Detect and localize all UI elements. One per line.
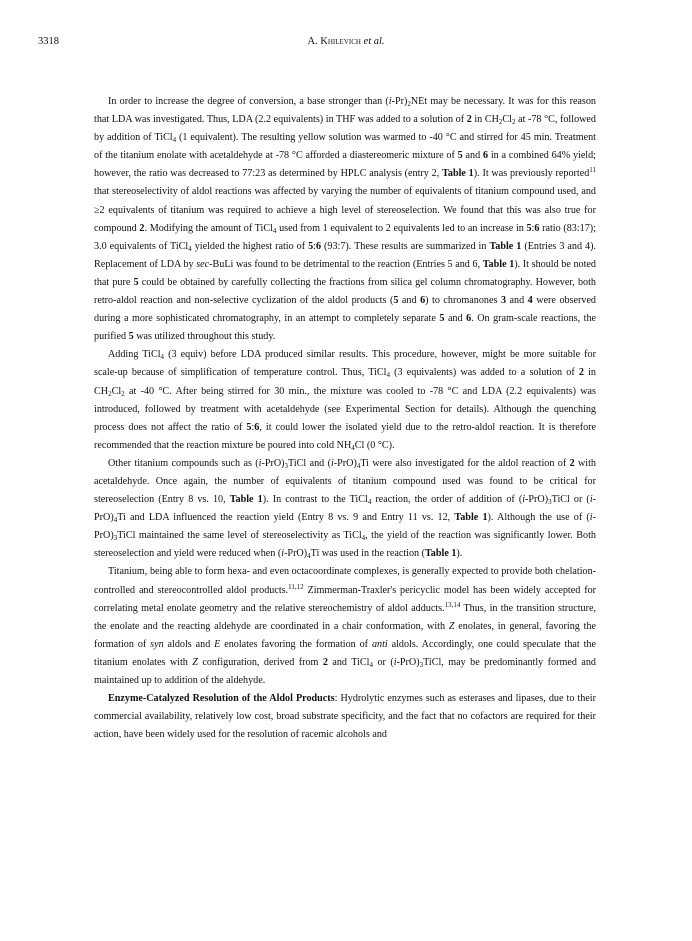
bold-text: 2 — [578, 367, 584, 379]
paragraph-titanium-coordination — [94, 563, 596, 690]
paragraph-ticl4-before-lda — [94, 346, 596, 455]
text-run: (1 equivalent). The resulting yellow solution was warmed to -40 °C and stirred for 45 min. Treatment of the titanium enolate with acetaldehyde at -78 °C afforded a diastereomeric mixture of — [94, 132, 596, 162]
text-run: at -78 °C, followed by addition of TiCl — [94, 114, 596, 144]
text-run: : Hydrolytic enzymes such as esterases and lipases, due to their commercial availability, relatively low cost, broad substrate specificity, and the fact that no cofactors are required for their action, have been widely used for the resolution of racemic alcohols and — [94, 693, 596, 741]
text-run: or ( — [372, 656, 394, 668]
bold-text: Table 1 — [489, 240, 522, 252]
subscript: 4 — [272, 226, 277, 235]
italic-text: i — [330, 457, 334, 469]
italic-text: anti — [371, 638, 388, 650]
subscript: 4 — [307, 552, 311, 561]
paragraph-other-titanium-compounds — [94, 455, 596, 564]
bold-text: 6 — [466, 313, 472, 325]
text-run: Zimmerman-Traxler's pericyclic model has been widely accepted for correlating metal enolate geometry and the relative stereochemistry of aldol adducts. — [94, 584, 596, 614]
text-run: with acetaldehyde. Once again, the number of equivalents of titanium compound used was found to be critical for stereoselection (Entry 8 vs. 10, — [94, 457, 596, 506]
text-run: ). In contrast to the TiCl — [262, 494, 368, 506]
text-run: Adding TiCl — [108, 349, 161, 361]
text-run: enolates favoring the formation of — [220, 638, 372, 650]
text-run: ratio (83:17); 3.0 equivalents of TiCl — [94, 222, 596, 252]
italic-text: i — [388, 96, 392, 107]
italic-text: Z — [448, 620, 455, 632]
text-run: and — [506, 295, 528, 307]
subscript: 2 — [511, 118, 516, 127]
subscript: 2 — [407, 100, 411, 108]
subscript: 4 — [361, 534, 366, 543]
text-run: ). Although the use of ( — [487, 512, 590, 524]
text-run: and — [462, 150, 483, 162]
italic-text: i — [258, 457, 262, 469]
author-initial: A. — [307, 36, 321, 47]
text-run: NEt may be necessary. It was for this reason that LDA was investigated. Thus, LDA (2.2 equivalents) in THF was added to a solution of — [94, 96, 596, 126]
text-run: at -40 °C. After being stirred for 30 min., the mixture was cooled to -78 °C and LDA (2.2 equivalents) was introduced, followed by treatment with acetaldehyde (see Experimental Section for details). Although the quenching process does not affect the ratio of — [94, 385, 596, 433]
subscript: 4 — [367, 498, 372, 507]
text-run: -PrO) — [94, 512, 596, 542]
text-run: in CH — [94, 367, 596, 397]
page-number: 3318 — [38, 36, 59, 47]
text-run: ). — [456, 548, 463, 560]
text-run: (Entries 3 and 4). Replacement of LDA by — [94, 240, 597, 270]
bold-text: Table 1 — [424, 548, 457, 560]
text-run: Other titanium compounds such as ( — [108, 457, 259, 469]
text-run: TiCl or ( — [551, 494, 590, 506]
subscript: 4 — [386, 371, 390, 380]
text-run: . On gram-scale reactions, the purified — [94, 313, 596, 343]
author-surname: Khilevich — [320, 36, 361, 47]
text-run: and TiCl — [327, 656, 370, 668]
italic-text: i — [393, 656, 397, 668]
text-run: and — [444, 313, 467, 325]
bold-text: 5 — [246, 421, 252, 433]
subscript: 3 — [113, 534, 118, 543]
text-run: Ti was used in the reaction ( — [310, 548, 425, 560]
text-run: -PrO) — [396, 656, 420, 668]
bold-text: 6 — [315, 240, 322, 252]
text-run: (3 equiv) before LDA produced similar results. This procedure, however, might be more suitable for scale-up because of simplification of temperature control. Thus, TiCl — [94, 349, 596, 379]
text-run: -PrO) — [94, 494, 597, 524]
bold-text: 2 — [466, 114, 472, 126]
italic-text: i — [522, 494, 526, 506]
text-run: -PrO) — [261, 457, 285, 469]
text-run: Thus, in the transition structure, the enolate and the reacting aldehyde are coordinated in a chair conformation, with — [94, 602, 596, 632]
italic-text: Z — [192, 656, 198, 668]
subscript: 3 — [284, 461, 289, 470]
subscript: 4 — [369, 660, 373, 669]
bold-text: 6 — [420, 295, 426, 307]
text-run: , the yield of the reaction was significantly lower. Both stereoselection and yield were reduced when ( — [94, 530, 596, 560]
subscript: 2 — [108, 389, 112, 398]
text-run: Cl — [111, 385, 122, 397]
text-run: in a combined 64% yield; however, the ratio was decreased to 77:23 as determined by HPLC analysis (entry 2, — [94, 150, 597, 180]
text-run: was utilized throughout this study. — [133, 331, 276, 343]
text-run: , it could lower the isolated yield due to the retro-aldol reaction. It is therefore recommended that the reaction mixture be poured into cold NH — [94, 421, 597, 451]
bold-text: 4 — [527, 295, 533, 307]
text-run: were observed during a more sophisticated chromatography, in an attempt to completely separate — [94, 295, 596, 325]
subscript: 4 — [356, 461, 361, 470]
text-run: aldols and — [163, 638, 215, 650]
text-run: Cl — [502, 114, 512, 126]
text-run: ). It should be noted that pure — [94, 258, 596, 288]
text-run: enolates, in general, favoring the formation of — [94, 620, 597, 650]
text-run: : — [531, 222, 535, 234]
paragraph-conversion-lda — [94, 93, 596, 346]
bold-text: Table 1 — [482, 258, 515, 270]
text-run: In order to increase the degree of conversion, a base stronger than ( — [108, 96, 389, 107]
subscript: 3 — [548, 498, 552, 507]
text-run: aldols. Accordingly, one could speculate that the titanium enolates with — [94, 638, 596, 668]
bold-text: 5 — [393, 295, 399, 307]
italic-text: syn — [150, 638, 164, 650]
text-run: TiCl and ( — [288, 457, 331, 469]
bold-text: 6 — [534, 222, 540, 234]
subscript: 2 — [121, 389, 125, 398]
text-run: ) to chromanones — [425, 295, 501, 307]
text-run: that stereoselectivity of aldol reactions was affected by varying the number of equivalents of titanium compound used, and ≥2 equivalents of titanium was required to achieve a high level of stereoselection. We found that this was also true for compound — [94, 186, 596, 234]
bold-text: Table 1 — [442, 168, 474, 180]
text-run: -PrO) — [284, 548, 308, 560]
subscript: 4 — [351, 443, 355, 452]
text-run: : — [251, 421, 255, 433]
bold-text: 2 — [569, 457, 575, 469]
text-run: Ti and LDA influenced the reaction yield (Entry 8 vs. 9 and Entry 11 vs. 12, — [117, 512, 455, 524]
bold-text: 6 — [254, 421, 260, 433]
body-text — [94, 93, 596, 744]
superscript-citation: 13,14 — [444, 600, 461, 609]
bold-text: 5 — [128, 331, 134, 343]
text-run: (3 equivalents) was added to a solution of — [390, 367, 579, 379]
et-al: et al. — [360, 36, 385, 47]
bold-text: 5 — [133, 276, 139, 288]
text-run: reaction, the order of addition of ( — [371, 494, 523, 506]
bold-text: 2 — [139, 222, 145, 234]
paragraph-enzyme-resolution — [94, 690, 596, 744]
text-run: -PrO) — [333, 457, 357, 469]
running-head — [38, 36, 654, 47]
bold-text: Table 1 — [454, 512, 488, 524]
text-run: yielded the highest ratio of — [191, 240, 309, 252]
text-run: ). It was previously reported — [473, 168, 590, 180]
bold-text: Table 1 — [229, 494, 263, 506]
bold-text: Enzyme-Catalyzed Resolution of the Aldol Products — [108, 693, 335, 705]
text-run: (93:7). These results are summarized in — [321, 240, 490, 252]
text-run: -Pr) — [391, 96, 408, 107]
text-run: used from 1 equivalent to 2 equivalents led to an increase in — [276, 222, 527, 234]
subscript: 2 — [498, 118, 503, 127]
subscript: 4 — [113, 516, 118, 525]
text-run: TiCl maintained the same level of stereoselectivity as TiCl — [117, 530, 362, 542]
subscript: 4 — [160, 353, 165, 362]
text-run: Titanium, being able to form hexa- and even octacoordinate complexes, is generally expected to provide both chelation-controlled and stereocontrolled aldol products. — [94, 566, 596, 596]
bold-text: 6 — [482, 150, 489, 162]
italic-text: sec — [196, 258, 210, 270]
bold-text: 5 — [457, 150, 463, 162]
text-run: in CH — [471, 114, 499, 126]
text-run: could be obtained by carefully collecting the fractions from silica gel column chromatography. However, both retro-aldol reaction and non-selective cyclization of the aldol products ( — [94, 276, 596, 307]
bold-text: 5 — [439, 313, 445, 325]
subscript: 3 — [419, 660, 424, 669]
italic-text: i — [589, 494, 593, 506]
text-run: Ti were also investigated for the aldol reaction of — [360, 457, 570, 469]
text-run: -BuLi was found to be detrimental to the reaction (Entries 5 and 6, — [209, 258, 483, 270]
bold-text: 2 — [322, 656, 328, 668]
bold-text: 3 — [500, 295, 506, 307]
text-run: and — [398, 295, 421, 307]
text-run: . Modifying the amount of TiCl — [144, 222, 273, 234]
subscript: 4 — [172, 136, 177, 145]
text-run: : — [313, 240, 316, 252]
superscript-citation: 11 — [589, 166, 597, 175]
text-run: TiCl, may be predominantly formed and maintained up to addition of the aldehyde. — [94, 656, 596, 686]
italic-text: i — [281, 548, 285, 560]
bold-text: 5 — [526, 222, 532, 234]
text-run: configuration, derived from — [197, 656, 323, 668]
italic-text: E — [214, 638, 221, 650]
superscript-citation: 11,12 — [288, 582, 304, 591]
bold-text: 5 — [308, 240, 314, 252]
italic-text: i — [589, 512, 593, 524]
text-run: Cl (0 °C). — [354, 439, 395, 451]
subscript: 4 — [188, 244, 192, 253]
text-run: -PrO) — [525, 494, 549, 506]
